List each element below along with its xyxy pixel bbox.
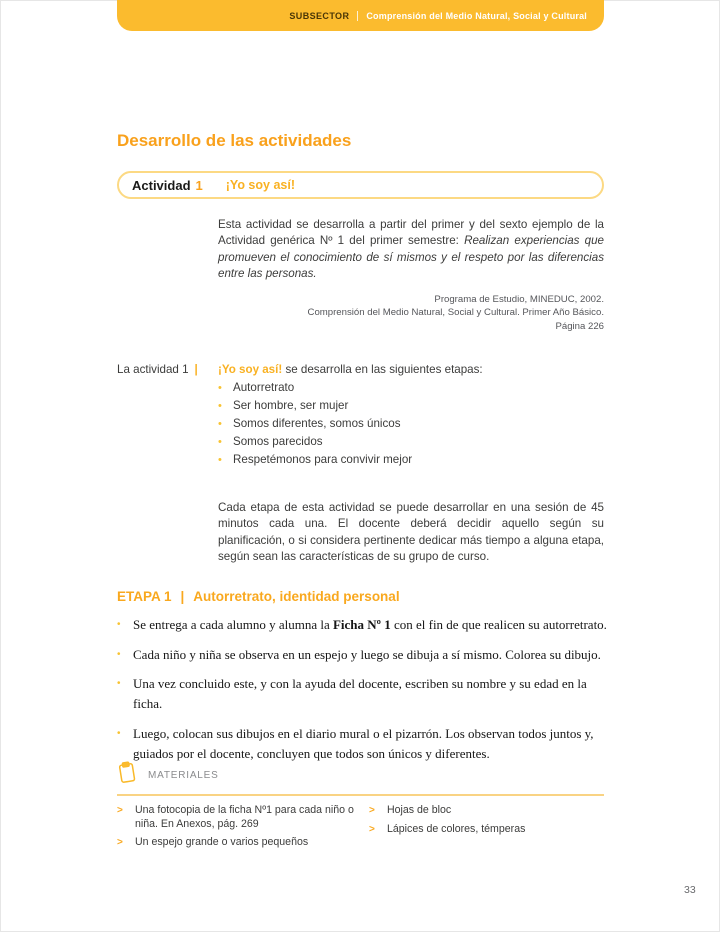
etapa1-bullet-list [117, 615, 609, 773]
bullet-text [133, 674, 609, 714]
bullet-icon: • [218, 382, 222, 394]
clipboard-icon [117, 761, 137, 789]
chevron-right-icon: > [117, 837, 123, 848]
stages-side-label [117, 363, 198, 376]
list-item [218, 453, 412, 471]
bullet-icon: • [117, 727, 121, 739]
stages-lead-highlight: ¡Yo soy así! [218, 363, 283, 376]
intro-paragraph [218, 217, 604, 283]
list-item [117, 724, 609, 764]
etapa1-heading [117, 589, 400, 604]
materials-column-2 [369, 804, 604, 855]
bullet-icon: • [117, 678, 121, 689]
list-item [369, 823, 604, 837]
bullet-text-pre: Se entrega a cada alumno y alumna la [133, 617, 333, 632]
stages-lead-rest: se desarrolla en las siguientes etapas: [282, 363, 483, 376]
materials-title: MATERIALES [148, 769, 219, 781]
chevron-right-icon: > [369, 823, 375, 835]
stages-list [218, 381, 412, 471]
list-item [218, 399, 412, 417]
bullet-text-pre: Luego, colocan sus dibujos en el diario mural o el pizarrón. Los observan todos juntos y, guiados por el docente, concluyen que todos son únicos y diferentes. [133, 725, 594, 761]
bullet-text [133, 724, 609, 764]
bullet-icon: • [117, 619, 121, 630]
header-title: Comprensión del Medio Natural, Social y Cultural [366, 10, 587, 21]
etapa1-separator: | [180, 589, 185, 604]
material-label: Lápices de colores, témperas [387, 822, 526, 835]
list-item [218, 435, 412, 453]
materials-grid [117, 804, 604, 855]
material-label: Un espejo grande o varios pequeños [135, 836, 309, 848]
chevron-right-icon: > [117, 805, 123, 816]
page-title: Desarrollo de las actividades [117, 131, 352, 150]
bullet-text-pre: Cada niño y niña se observa en un espejo y luego se dibuja a sí mismo. Colorea su dibujo. [133, 646, 601, 662]
bullet-icon: • [117, 648, 121, 660]
bullet-icon: • [218, 418, 222, 430]
etapa1-label: ETAPA 1 [117, 589, 172, 604]
materials-column-1 [117, 804, 369, 855]
bullet-text-pre: Una vez concluido este, y con la ayuda del docente, escriben su nombre y su edad en la ficha. [133, 676, 587, 711]
header-subsector-label: SUBSECTOR [289, 10, 350, 21]
bullet-icon: • [218, 436, 222, 448]
material-label: Hojas de bloc [387, 804, 452, 816]
material-label: Una fotocopia de la ficha Nº1 para cada niño o niña. En Anexos, pág. 269 [135, 804, 354, 830]
stage-label: Ser hombre, ser mujer [233, 399, 349, 412]
list-item [117, 674, 609, 714]
chevron-right-icon: > [369, 805, 375, 816]
stages-lead [218, 363, 604, 376]
list-item [117, 804, 369, 831]
bullet-icon: • [218, 400, 222, 412]
header-divider [357, 11, 358, 21]
source-line: Comprensión del Medio Natural, Social y Cultural. Primer Año Básico. [307, 307, 604, 319]
activity-label: Actividad [132, 177, 191, 193]
session-note-paragraph: Cada etapa de esta actividad se puede desarrollar en una sesión de 45 minutos cada una. El docente deberá decidir aquello según su planificación, o si considera pertinente dedicar más tiempo a alguna etapa, según sean las características de su grupo de curso. [218, 501, 604, 564]
intro-text-italic: Realizan experiencias que promueven el conocimiento de sí mismos y el respeto por las diferencias entre las personas. [218, 234, 604, 281]
list-item [369, 804, 604, 818]
activity-name: ¡Yo soy así! [225, 178, 295, 192]
activity-box [117, 171, 604, 199]
bullet-icon: • [218, 454, 222, 466]
source-attribution [218, 293, 604, 333]
stage-label: Respetémonos para convivir mejor [233, 453, 413, 466]
list-item [218, 417, 412, 435]
stage-label: Somos diferentes, somos únicos [233, 417, 401, 430]
stage-label: Autorretrato [233, 381, 295, 394]
materials-header [117, 761, 604, 796]
activity-number: 1 [195, 177, 203, 193]
list-item [117, 836, 369, 850]
intro-text-normal: Esta actividad se desarrolla a partir del primer y del sexto ejemplo de la Actividad genérica Nº 1 del primer semestre: [218, 218, 604, 248]
bullet-text-post: con el fin de que realicen su autorretrato. [390, 617, 607, 632]
list-item [218, 381, 412, 399]
materials-section [117, 761, 604, 855]
header-bar [117, 0, 604, 31]
stages-side-pipe: | [194, 363, 198, 376]
list-item [117, 645, 609, 665]
bullet-text [133, 615, 607, 635]
page-number: 33 [684, 884, 696, 896]
bullet-text-bold: Ficha Nº 1 [332, 617, 391, 632]
stages-side-text: La actividad 1 [117, 363, 189, 376]
source-line: Programa de Estudio, MINEDUC, 2002. [434, 294, 604, 305]
stage-label: Somos parecidos [233, 435, 323, 448]
source-line: Página 226 [555, 320, 604, 332]
etapa1-title: Autorretrato, identidad personal [193, 589, 400, 604]
list-item [117, 615, 609, 635]
bullet-text [133, 645, 601, 665]
